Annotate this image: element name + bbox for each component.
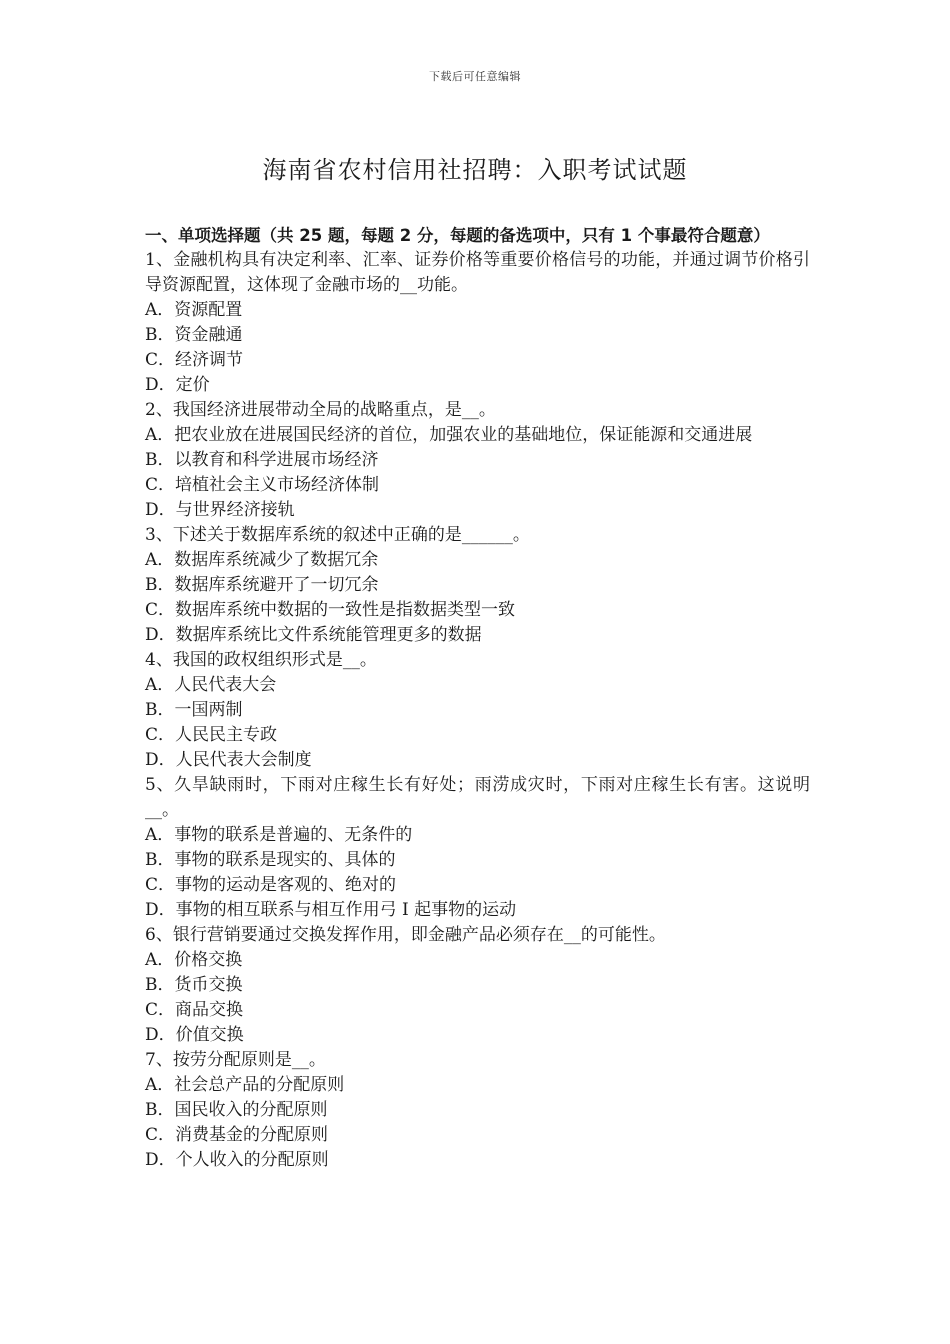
option-d: D．人民代表大会制度: [145, 750, 312, 770]
question-text: 2、我国经济进展带动全局的战略重点，是__。: [145, 400, 496, 420]
option-b: B．事物的联系是现实的、具体的: [145, 850, 396, 870]
question-2: [145, 398, 810, 523]
option-d: D．定价: [145, 375, 210, 395]
question-6: [145, 923, 810, 1048]
question-text: 6、银行营销要通过交换发挥作用，即金融产品必须存在__的可能性。: [145, 925, 666, 945]
option-c: C．培植社会主义市场经济体制: [145, 475, 380, 495]
option-d: D．与世界经济接轨: [145, 500, 295, 520]
option-a: A．价格交换: [145, 950, 243, 970]
question-4: [145, 648, 810, 773]
option-a: A．把农业放在进展国民经济的首位，加强农业的基础地位，保证能源和交通进展: [145, 425, 753, 445]
header-note: 下载后可任意编辑: [429, 70, 521, 83]
option-a: A．人民代表大会: [145, 675, 277, 695]
question-3: [145, 523, 810, 648]
option-b: B．资金融通: [145, 325, 243, 345]
option-c: C．经济调节: [145, 350, 244, 370]
option-b: B．货币交换: [145, 975, 243, 995]
question-text: 1、金融机构具有决定利率、汇率、证券价格等重要价格信号的功能，并通过调节价格引导资源配置，这体现了金融市场的__功能。: [145, 250, 810, 295]
option-d: D．价值交换: [145, 1025, 244, 1045]
option-d: D．数据库系统比文件系统能管理更多的数据: [145, 625, 482, 645]
option-a: A．事物的联系是普遍的、无条件的: [145, 825, 413, 845]
question-text: 7、按劳分配原则是__。: [145, 1050, 326, 1070]
option-b: B．一国两制: [145, 700, 243, 720]
option-a: A．资源配置: [145, 300, 243, 320]
question-7: [145, 1048, 810, 1173]
option-c: C．人民民主专政: [145, 725, 278, 745]
page-title: 海南省农村信用社招聘：入职考试试题: [262, 156, 688, 184]
option-c: C．事物的运动是客观的、绝对的: [145, 875, 397, 895]
option-a: A．社会总产品的分配原则: [145, 1075, 345, 1095]
option-c: C．数据库系统中数据的一致性是指数据类型一致: [145, 600, 516, 620]
option-b: B．以教育和科学进展市场经济: [145, 450, 379, 470]
question-text: 5、久旱缺雨时，下雨对庄稼生长有好处；雨涝成灾时，下雨对庄稼生长有害。这说明__。: [145, 775, 810, 820]
option-a: A．数据库系统减少了数据冗余: [145, 550, 379, 570]
option-b: B．数据库系统避开了一切冗余: [145, 575, 379, 595]
option-b: B．国民收入的分配原则: [145, 1100, 328, 1120]
section-heading: 一、单项选择题（共 25 题，每题 2 分，每题的备选项中，只有 1 个事最符合题意）: [145, 226, 770, 245]
document-body: [145, 223, 810, 1173]
question-5: [145, 773, 810, 923]
option-d: D．事物的相互联系与相互作用弓 I 起事物的运动: [145, 900, 517, 920]
option-c: C．商品交换: [145, 1000, 244, 1020]
option-c: C．消费基金的分配原则: [145, 1125, 329, 1145]
question-text: 3、下述关于数据库系统的叙述中正确的是______。: [145, 525, 530, 545]
option-d: D．个人收入的分配原则: [145, 1150, 329, 1170]
question-text: 4、我国的政权组织形式是__。: [145, 650, 377, 670]
question-1: [145, 248, 810, 398]
